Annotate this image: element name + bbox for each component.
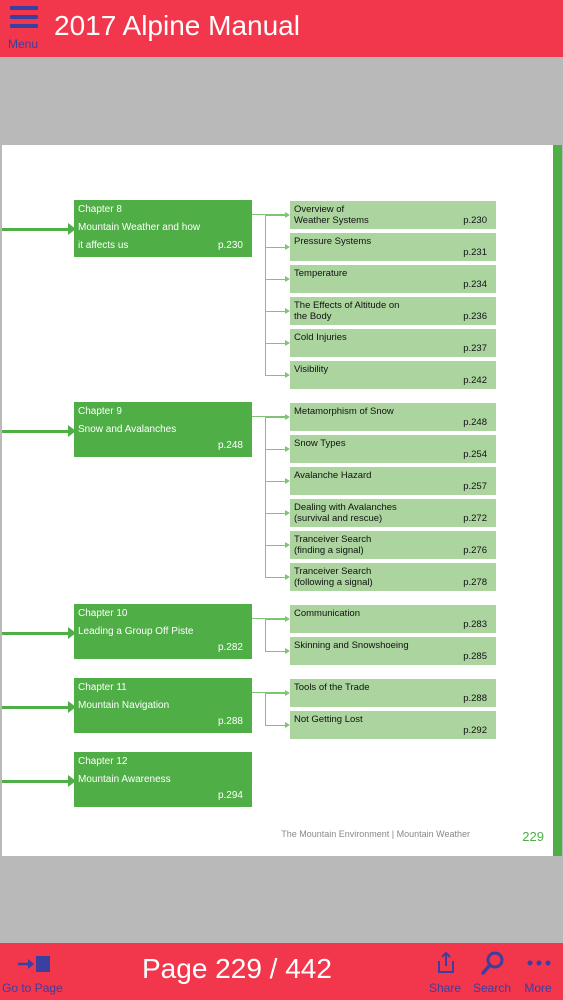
topic-title: The Effects of Altitude on bbox=[294, 300, 400, 311]
share-button[interactable] bbox=[422, 949, 468, 997]
topic-box[interactable] bbox=[290, 265, 496, 293]
topic-page-ref: p.272 bbox=[463, 513, 487, 524]
topic-page-ref: p.231 bbox=[463, 247, 487, 258]
chapter-number: Chapter 9 bbox=[78, 406, 122, 417]
chapter-number: Chapter 8 bbox=[78, 204, 122, 215]
topic-title: Metamorphism of Snow bbox=[294, 406, 394, 417]
topic-page-ref: p.242 bbox=[463, 375, 487, 386]
connector-arrowhead bbox=[285, 308, 290, 314]
topic-page-ref: p.283 bbox=[463, 619, 487, 630]
page-footer-section: The Mountain Environment | Mountain Weather bbox=[281, 829, 470, 839]
topic-title: Dealing with Avalanches bbox=[294, 502, 397, 513]
go-to-page-icon bbox=[18, 955, 50, 973]
more-icon bbox=[527, 951, 551, 975]
topic-title: (survival and rescue) bbox=[294, 513, 383, 524]
connector-arrowhead bbox=[285, 574, 290, 580]
app-title: 2017 Alpine Manual bbox=[54, 10, 300, 41]
topic-box[interactable] bbox=[290, 467, 496, 495]
topic-box[interactable] bbox=[290, 403, 496, 431]
chapter-arrow bbox=[2, 706, 70, 709]
topic-title: Cold Injuries bbox=[294, 332, 347, 343]
topic-title: Weather Systems bbox=[294, 215, 369, 226]
menu-button[interactable] bbox=[6, 6, 42, 52]
topic-page-ref: p.237 bbox=[463, 343, 487, 354]
topic-page-ref: p.285 bbox=[463, 651, 487, 662]
chapter-page-ref: p.294 bbox=[217, 790, 243, 801]
topic-page-ref: p.292 bbox=[463, 725, 487, 736]
topic-page-ref: p.234 bbox=[463, 279, 487, 290]
topic-title: Tools of the Trade bbox=[294, 682, 370, 693]
chapter-title: Snow and Avalanches bbox=[78, 424, 177, 435]
connector-arrowhead bbox=[285, 616, 290, 622]
topic-title: Not Getting Lost bbox=[294, 714, 363, 725]
go-to-page-button[interactable] bbox=[2, 951, 72, 997]
chapter-arrow bbox=[2, 780, 70, 783]
topic-box[interactable] bbox=[290, 711, 496, 739]
topic-title: Temperature bbox=[294, 268, 348, 279]
chapter-title: Mountain Weather and how bbox=[78, 222, 201, 233]
more-label: More bbox=[524, 981, 552, 995]
chapter-arrow bbox=[2, 228, 70, 231]
connector-arrowhead bbox=[285, 340, 290, 346]
topic-box[interactable] bbox=[290, 605, 496, 633]
topic-title: Skinning and Snowshoeing bbox=[294, 640, 409, 651]
go-to-page-label: Go to Page bbox=[2, 981, 63, 995]
chapter-title: Mountain Awareness bbox=[78, 774, 171, 785]
connector-line bbox=[265, 214, 266, 375]
topic-title: Snow Types bbox=[294, 438, 346, 449]
connector-arrowhead bbox=[285, 690, 290, 696]
topic-title: Tranceiver Search bbox=[294, 534, 372, 545]
topic-box[interactable] bbox=[290, 233, 496, 261]
topic-box[interactable] bbox=[290, 435, 496, 463]
chapter-number: Chapter 11 bbox=[78, 682, 127, 693]
topic-page-ref: p.248 bbox=[463, 417, 487, 428]
connector-arrowhead bbox=[285, 276, 290, 282]
document-page[interactable] bbox=[2, 145, 562, 856]
share-icon bbox=[434, 951, 458, 975]
page-edge-rule bbox=[553, 145, 562, 856]
connector-arrowhead bbox=[285, 446, 290, 452]
topic-box[interactable] bbox=[290, 563, 496, 591]
connector-arrowhead bbox=[285, 510, 290, 516]
chapter-title: Leading a Group Off Piste bbox=[78, 626, 194, 637]
topic-title: Pressure Systems bbox=[294, 236, 372, 247]
connector-line bbox=[265, 692, 266, 725]
topic-title: Overview of bbox=[294, 204, 345, 215]
topic-box[interactable] bbox=[290, 499, 496, 527]
chapter-box[interactable] bbox=[74, 402, 252, 457]
topic-page-ref: p.254 bbox=[463, 449, 487, 460]
top-bar bbox=[0, 0, 563, 57]
topic-page-ref: p.276 bbox=[463, 545, 487, 556]
chapter-arrow bbox=[2, 430, 70, 433]
topic-box[interactable] bbox=[290, 637, 496, 665]
chapter-title: it affects us bbox=[78, 240, 129, 251]
search-label: Search bbox=[472, 981, 512, 995]
chapter-number: Chapter 12 bbox=[78, 756, 128, 767]
bottom-toolbar bbox=[0, 943, 563, 1000]
topic-box[interactable] bbox=[290, 531, 496, 559]
chapter-title: Mountain Navigation bbox=[78, 700, 170, 711]
menu-label: Menu bbox=[8, 37, 39, 51]
connector-arrowhead bbox=[285, 244, 290, 250]
chapter-page-ref: p.248 bbox=[217, 440, 243, 451]
connector-arrowhead bbox=[285, 212, 290, 218]
topic-box[interactable] bbox=[290, 329, 496, 357]
topic-page-ref: p.278 bbox=[463, 577, 487, 588]
connector-arrowhead bbox=[285, 542, 290, 548]
chapter-page-ref: p.288 bbox=[217, 716, 243, 727]
topic-page-ref: p.230 bbox=[463, 215, 487, 226]
chapter-box[interactable] bbox=[74, 200, 252, 257]
topic-box[interactable] bbox=[290, 679, 496, 707]
page-footer-number: 229 bbox=[522, 829, 544, 844]
topic-title: Avalanche Hazard bbox=[294, 470, 372, 481]
search-icon bbox=[481, 951, 505, 975]
connector-arrowhead bbox=[285, 414, 290, 420]
topic-title: (finding a signal) bbox=[294, 545, 364, 556]
connector-arrowhead bbox=[285, 722, 290, 728]
chapter-page-ref: p.282 bbox=[217, 642, 243, 653]
chapter-box[interactable] bbox=[74, 752, 252, 807]
topic-title: (following a signal) bbox=[294, 577, 373, 588]
chapter-box[interactable] bbox=[74, 604, 252, 659]
page-indicator: Page 229 / 442 bbox=[142, 953, 332, 984]
topic-title: Visibility bbox=[294, 364, 329, 375]
topic-box[interactable] bbox=[290, 201, 496, 229]
topic-box[interactable] bbox=[290, 361, 496, 389]
chapter-number: Chapter 10 bbox=[78, 608, 128, 619]
chapter-box[interactable] bbox=[74, 678, 252, 733]
share-label: Share bbox=[428, 981, 462, 995]
connector-arrowhead bbox=[285, 478, 290, 484]
more-button[interactable] bbox=[515, 949, 561, 997]
connector-arrowhead bbox=[285, 372, 290, 378]
topic-page-ref: p.257 bbox=[463, 481, 487, 492]
topic-title: Tranceiver Search bbox=[294, 566, 372, 577]
hamburger-icon bbox=[6, 6, 42, 28]
connector-line bbox=[265, 416, 266, 577]
chapter-page-ref: p.230 bbox=[217, 240, 243, 251]
topic-title: the Body bbox=[294, 311, 332, 322]
topic-page-ref: p.288 bbox=[463, 693, 487, 704]
connector-line bbox=[265, 618, 266, 651]
chapter-arrow bbox=[2, 632, 70, 635]
search-button[interactable] bbox=[469, 949, 515, 997]
connector-arrowhead bbox=[285, 648, 290, 654]
topic-page-ref: p.236 bbox=[463, 311, 487, 322]
topic-title: Communication bbox=[294, 608, 360, 619]
topic-box[interactable] bbox=[290, 297, 496, 325]
